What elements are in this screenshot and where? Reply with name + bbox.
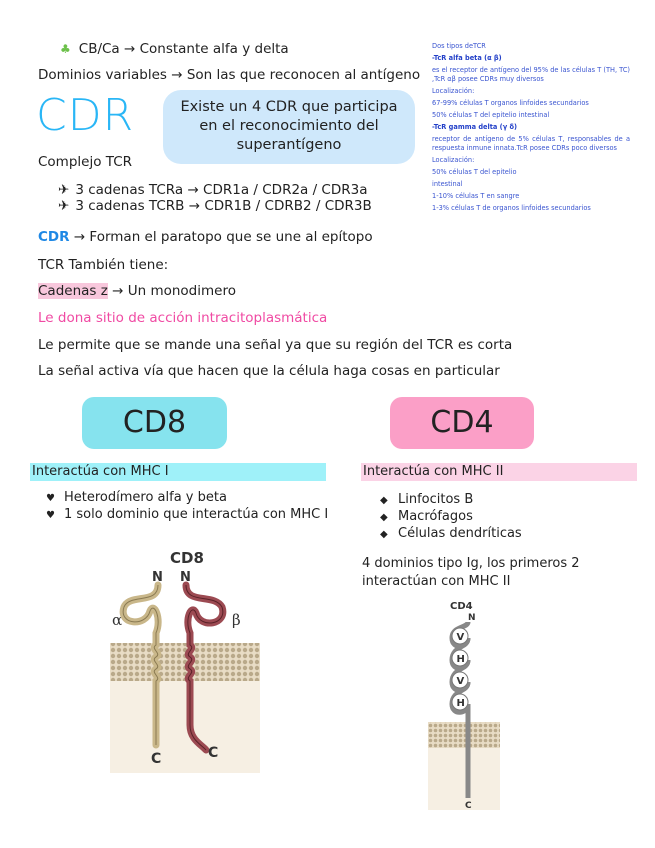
cd4-membrane bbox=[428, 722, 500, 748]
cd8-membrane bbox=[110, 643, 260, 681]
clover-bullet-icon: ♣ bbox=[60, 42, 71, 56]
list-item bbox=[46, 507, 328, 524]
cd8-alpha-label: α bbox=[112, 611, 123, 629]
cd4-c-label: C bbox=[465, 801, 472, 810]
sidebar-title: Dos tipos deTCR bbox=[432, 42, 486, 50]
sidebar-loc2: Localización: bbox=[432, 156, 475, 164]
cd8-beta-label: β bbox=[232, 611, 241, 629]
note-senal: La señal activa vía que hacen que la célula haga cosas en particular bbox=[38, 363, 500, 379]
monodimero-text: → Un monodimero bbox=[112, 283, 236, 299]
note-tcra bbox=[58, 182, 368, 198]
list-item bbox=[380, 526, 522, 543]
cd8-list bbox=[46, 490, 328, 524]
cd4-cytoplasm bbox=[428, 748, 500, 810]
note-tcr-tiene: TCR También tiene: bbox=[38, 257, 169, 273]
note-dona: Le dona sitio de acción intracitoplasmática bbox=[38, 310, 328, 326]
cd4-item-text: Macrófagos bbox=[398, 509, 473, 524]
note-tcra-text: 3 cadenas TCRa → CDR1a / CDR2a / CDR3a bbox=[75, 182, 368, 198]
note-dominios: Dominios variables → Son las que reconocen al antígeno bbox=[38, 67, 421, 83]
sidebar-loc2-b: intestinal bbox=[432, 180, 463, 188]
note-cb-ca-text: CB/Ca → Constante alfa y delta bbox=[78, 41, 289, 57]
sidebar-loc1: Localización: bbox=[432, 87, 475, 95]
note-cadenas-z bbox=[38, 283, 236, 299]
list-item bbox=[46, 490, 328, 507]
cd4-domain-label: V bbox=[456, 676, 465, 687]
cd4-dominios-text: 4 dominios tipo Ig, los primeros 2 interactúan con MHC II bbox=[362, 556, 580, 589]
callout-text: Existe un 4 CDR que participa en el reconocimiento del superantígeno bbox=[180, 99, 398, 153]
sidebar-gamma-desc: receptor de antígeno de 5% células T, responsables de a respuesta inmune innata.TcR posee CDRs poco diversos bbox=[432, 135, 630, 152]
cdr-heading: CDR bbox=[36, 90, 135, 141]
cdr-paratopo-text: → Forman el paratopo que se une al epítopo bbox=[73, 229, 373, 245]
cd8-mhc-bar: Interactúa con MHC I bbox=[30, 463, 326, 481]
heart-bullet-icon: ♥ bbox=[46, 510, 55, 521]
diamond-bullet-icon: ◆ bbox=[380, 512, 388, 523]
sidebar-loc1-a: 67-99% células T organos linfoides secundarios bbox=[432, 99, 589, 107]
note-permite: Le permite que se mande una señal ya que su región del TCR es corta bbox=[38, 337, 513, 353]
tcr-types-panel bbox=[432, 42, 630, 288]
cd8-item-text: Heterodímero alfa y beta bbox=[64, 490, 227, 505]
cd8-cytoplasm bbox=[110, 681, 260, 773]
cd8-n-alpha: N bbox=[152, 570, 163, 585]
note-tcrb-text: 3 cadenas TCRB → CDR1B / CDRB2 / CDR3B bbox=[75, 198, 372, 214]
cd8-n-beta: N bbox=[180, 570, 191, 585]
sidebar-gamma-head: -TcR gamma delta (γ δ) bbox=[432, 123, 518, 131]
cd8-diagram bbox=[110, 545, 260, 773]
cd4-title-box bbox=[390, 397, 534, 449]
cd4-mhc-bar: Interactúa con MHC II bbox=[361, 463, 637, 481]
cd8-item-text: 1 solo dominio que interactúa con MHC I bbox=[64, 507, 329, 522]
plane-icon: ✈ bbox=[58, 198, 70, 214]
cd4-item-text: Linfocitos B bbox=[398, 492, 474, 507]
list-item bbox=[380, 492, 522, 509]
diamond-bullet-icon: ◆ bbox=[380, 529, 388, 540]
cd4-diagram bbox=[428, 598, 500, 810]
cd8-title-box bbox=[82, 397, 227, 449]
cd8-fig-title: CD8 bbox=[170, 549, 204, 567]
note-complejo: Complejo TCR bbox=[38, 154, 133, 170]
callout-superantigen bbox=[163, 90, 415, 164]
cdr-label: CDR bbox=[38, 229, 70, 245]
note-cdr-paratopo bbox=[38, 229, 373, 245]
sidebar-alfa-head: -TcR alfa beta (α β) bbox=[432, 54, 502, 62]
sidebar-loc2-a: 50% células T del epitelio bbox=[432, 168, 517, 176]
cadenas-z-highlight: Cadenas z bbox=[38, 283, 108, 299]
cd4-domain-label: V bbox=[456, 632, 465, 643]
sidebar-loc2-d: 1-3% células T de organos linfoides secundarios bbox=[432, 204, 591, 212]
cd4-domain-label: H bbox=[456, 698, 465, 709]
heart-bullet-icon: ♥ bbox=[46, 493, 55, 504]
cd4-title: CD4 bbox=[430, 405, 494, 440]
cd8-c-beta: C bbox=[208, 745, 219, 761]
cd4-list bbox=[380, 492, 522, 543]
sidebar-loc2-c: 1-10% células T en sangre bbox=[432, 192, 520, 200]
note-tcrb bbox=[58, 198, 372, 214]
sidebar-alfa-desc: es el receptor de antígeno del 95% de las células T (TH, TC) ,TcR αβ posee CDRs muy diversos bbox=[432, 66, 630, 83]
plane-icon: ✈ bbox=[58, 182, 70, 198]
cd4-item-text: Células dendríticas bbox=[398, 526, 522, 541]
cd4-fig-title: CD4 bbox=[450, 601, 473, 612]
list-item bbox=[380, 509, 522, 526]
cd4-domain-label: H bbox=[456, 654, 465, 665]
diamond-bullet-icon: ◆ bbox=[380, 495, 388, 506]
sidebar-loc1-b: 50% células T del epitelio intestinal bbox=[432, 111, 550, 119]
cd8-c-alpha: C bbox=[151, 751, 162, 767]
cd8-title: CD8 bbox=[122, 405, 187, 440]
note-cb-ca bbox=[60, 41, 289, 57]
cd4-n-label: N bbox=[468, 613, 476, 623]
